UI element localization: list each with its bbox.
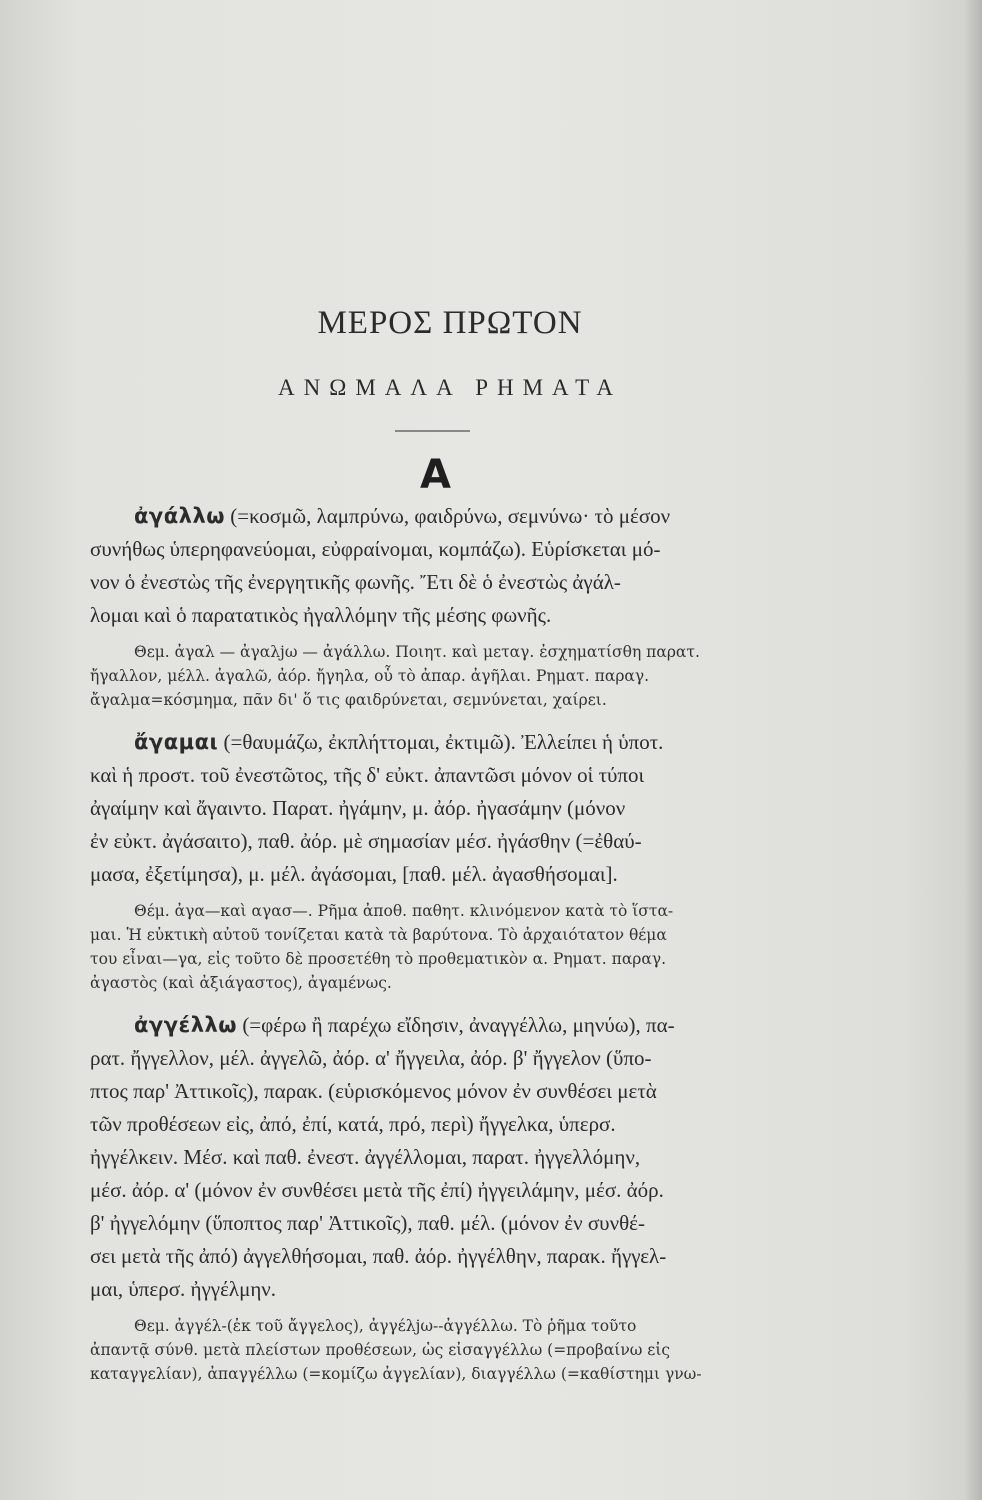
- entry-line: μασα, ἐξετίμησα), μ. μέλ. ἀγάσομαι, [παθ. μέλ. ἀγασθήσομαι].: [90, 862, 618, 886]
- entry-line: καὶ ἡ προστ. τοῦ ἐνεστῶτος, τῆς δ' εὐκτ. ἀπαντῶσι μόνον οἱ τύποι: [90, 763, 645, 787]
- entry-note: Θεμ. ἀγαλ — ἀγαλϳω — ἀγάλλω. Ποιητ. καὶ μεταγ. ἐσχηματίσθη παρατ.: [134, 643, 700, 661]
- entry-note: ἄγαλμα=κόσμημα, πᾶν δι' ὅ τις φαιδρύνεται, σεμνύνεται, χαίρει.: [90, 691, 607, 709]
- entry-note: ἀγαστὸς (καὶ ἀξιάγαστος), ἀγαμένως.: [90, 974, 392, 992]
- dictionary-entry: [90, 1009, 860, 1386]
- entry-line: μέσ. ἀόρ. α' (μόνον ἐν συνθέσει μετὰ τῆς ἐπί) ἠγγειλάμην, μέσ. ἀόρ.: [90, 1178, 664, 1202]
- entry-line: μαι, ὑπερσ. ἠγγέλμην.: [90, 1277, 277, 1301]
- entry-line: τῶν προθέσεων εἰς, ἀπό, ἐπί, κατά, πρό, περὶ) ἤγγελκα, ὑπερσ.: [90, 1112, 616, 1136]
- section-divider: [395, 430, 470, 432]
- entry-lemma: ἄγαμαι: [134, 730, 219, 754]
- entry-note: μαι. Ἡ εὐκτικὴ αὐτοῦ τονίζεται κατὰ τὰ βαρύτονα. Τὸ ἀρχαιότατον θέμα: [90, 926, 667, 944]
- entry-line: συνήθως ὑπερηφανεύομαι, εὐφραίνομαι, κομπάζω). Εὑρίσκεται μό-: [90, 537, 661, 561]
- entry-note: καταγγελίαν), ἀπαγγέλλω (=κομίζω ἀγγελίαν), διαγγέλλω (=καθίστημι γνω-: [90, 1365, 702, 1383]
- dictionary-entry: [90, 726, 860, 995]
- part-subtitle: ΑΝΩΜΑΛΑ ΡΗΜΑΤΑ: [278, 375, 622, 400]
- entry-lemma: ἀγάλλω: [134, 504, 225, 528]
- entry-note: ἀπαντᾷ σύνθ. μετὰ πλείστων προθέσεων, ὡς εἰσαγγέλλω (=προβαίνω εἰς: [90, 1341, 671, 1359]
- entry-line: β' ἠγγελόμην (ὕποπτος παρ' Ἀττικοῖς), παθ. μέλ. (μόνον ἐν συνθέ-: [90, 1211, 645, 1235]
- entry-note: Θέμ. ἀγα—καὶ αγασ—. Ρῆμα ἀποθ. παθητ. κλινόμενον κατὰ τὸ ἵστα-: [134, 902, 674, 920]
- entry-line: ἀγάλλω (=κοσμῶ, λαμπρύνω, φαιδρύνω, σεμνύνω· τὸ μέσον: [134, 504, 671, 528]
- entry-line: λομαι καὶ ὁ παρατατικὸς ἠγαλλόμην τῆς μέσης φωνῆς.: [90, 603, 552, 627]
- entry-line: ἠγγέλκειν. Μέσ. καὶ παθ. ἐνεστ. ἀγγέλλομαι, παρατ. ἠγγελλόμην,: [90, 1145, 641, 1169]
- entry-lemma: ἀγγέλλω: [134, 1013, 238, 1037]
- entry-line: νον ὁ ἐνεστὼς τῆς ἐνεργητικῆς φωνῆς. Ἔτι δὲ ὁ ἐνεστὼς ἀγάλ-: [90, 570, 621, 594]
- page-edge-shadow: [964, 0, 982, 1500]
- entry-note: Θεμ. ἀγγέλ-(ἐκ τοῦ ἄγγελος), ἀγγέλϳω--ἀγγέλλω. Τὸ ῥῆμα τοῦτο: [134, 1317, 637, 1335]
- entry-line: ἀγγέλλω (=φέρω ἢ παρέχω εἴδησιν, ἀναγγέλλω, μηνύω), πα-: [134, 1013, 675, 1037]
- entry-line: πτος παρ' Ἀττικοῖς), παρακ. (εὑρισκόμενος μόνον ἐν συνθέσει μετὰ: [90, 1079, 657, 1103]
- entry-note: του εἶναι—γα, εἰς τοῦτο δὲ προσετέθη τὸ προθεματικὸν α. Ρηματ. παραγ.: [90, 950, 667, 968]
- dictionary-body: [90, 500, 860, 1386]
- entry-line: ἀγαίμην καὶ ἄγαιντο. Παρατ. ἠγάμην, μ. ἀόρ. ἠγασάμην (μόνον: [90, 796, 626, 820]
- entry-line: ρατ. ἤγγελλον, μέλ. ἀγγελῶ, ἀόρ. α' ἤγγειλα, ἀόρ. β' ἤγγελον (ὕπο-: [90, 1046, 652, 1070]
- dictionary-entry: [90, 500, 860, 712]
- entry-note: ἤγαλλον, μέλλ. ἀγαλῶ, ἀόρ. ἤγηλα, οὗ τὸ ἀπαρ. ἀγῆλαι. Ρηματ. παραγ.: [90, 667, 650, 685]
- part-title: ΜΕΡΟΣ ΠΡΩΤΟΝ: [317, 305, 583, 341]
- entry-line: ἄγαμαι (=θαυμάζω, ἐκπλήττομαι, ἐκτιμῶ). Ἐλλείπει ἡ ὑποτ.: [134, 730, 664, 754]
- entry-line: σει μετὰ τῆς ἀπό) ἀγγελθήσομαι, παθ. ἀόρ. ἠγγέλθην, παρακ. ἤγγελ-: [90, 1244, 667, 1268]
- entry-line: ἐν εὐκτ. ἀγάσαιτο), παθ. ἀόρ. μὲ σημασίαν μέσ. ἠγάσθην (=ἐθαύ-: [90, 829, 642, 853]
- section-letter: Α: [420, 452, 451, 498]
